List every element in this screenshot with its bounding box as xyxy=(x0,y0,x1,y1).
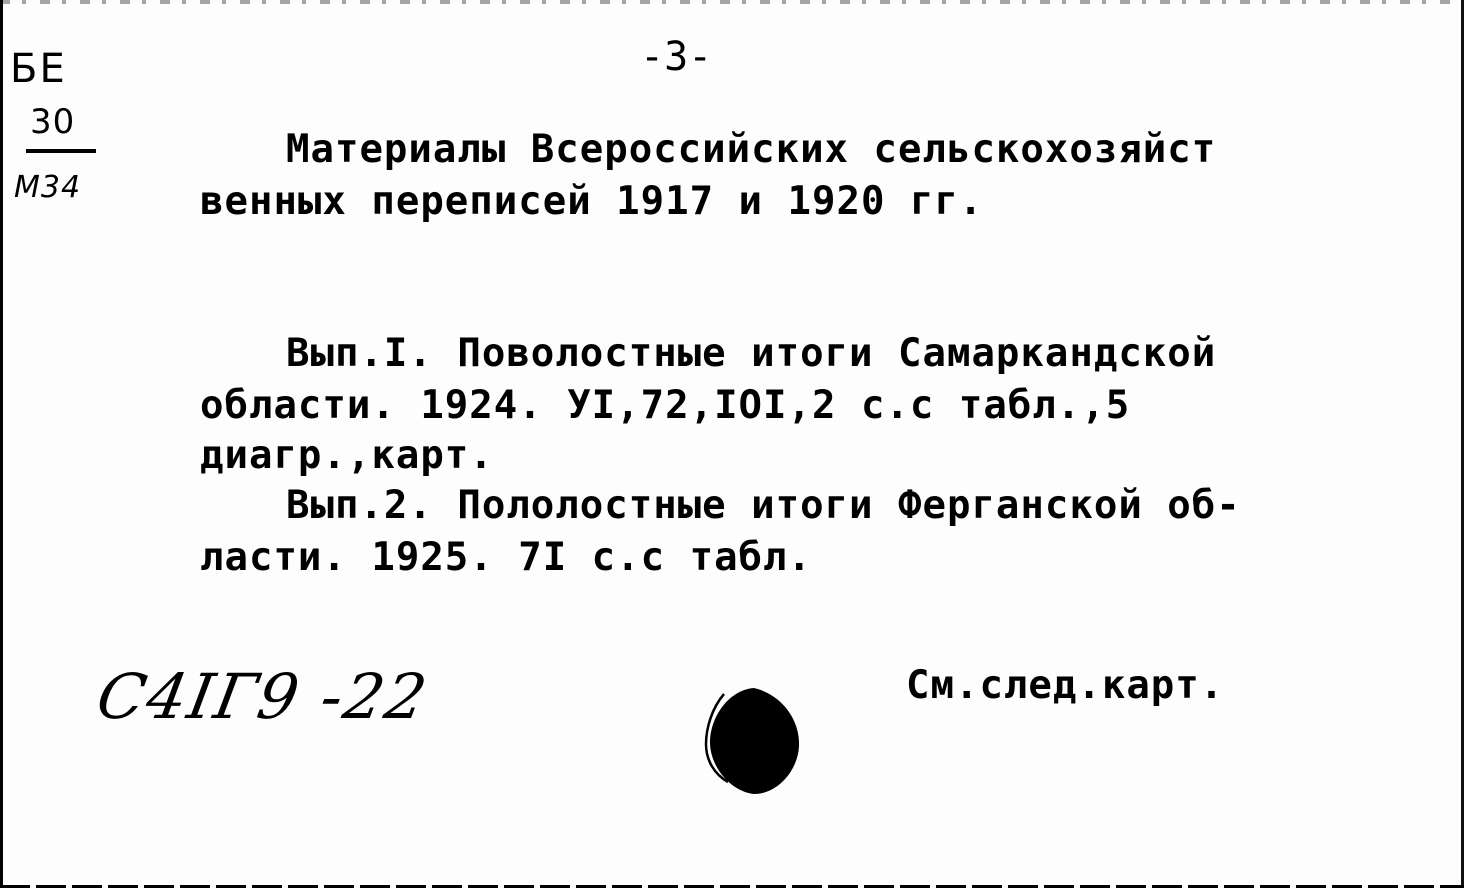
punch-hole-icon xyxy=(702,684,802,796)
issue-1-line-1: Вып.I. Поволостные итоги Самаркандской xyxy=(286,331,1217,376)
shelfmark-line-1: БЕ xyxy=(10,46,67,92)
shelfmark-line-2: 30 xyxy=(30,102,76,142)
shelfmark-divider xyxy=(26,149,96,153)
issue-1-line-2: области. 1924. УI,72,IOI,2 с.с табл.,5 xyxy=(200,383,1131,428)
title-line-2: венных переписей 1917 и 1920 гг. xyxy=(200,179,984,224)
card-left-edge xyxy=(0,0,3,888)
issue-1-line-3: диагр.,карт. xyxy=(200,433,494,478)
page-number: -3- xyxy=(640,34,713,80)
shelfmark-line-3: М34 xyxy=(14,170,82,205)
inventory-number: С4IГ9 -22 xyxy=(91,660,434,733)
continuation-note: См.след.карт. xyxy=(906,663,1225,708)
issue-2-line-1: Вып.2. Пололостные итоги Ферганской об- xyxy=(286,483,1241,528)
issue-2-line-2: ласти. 1925. 7I с.с табл. xyxy=(200,535,812,580)
title-line-1: Материалы Всероссийских сельскохозяйст xyxy=(286,127,1217,172)
card-top-edge xyxy=(0,0,1464,4)
